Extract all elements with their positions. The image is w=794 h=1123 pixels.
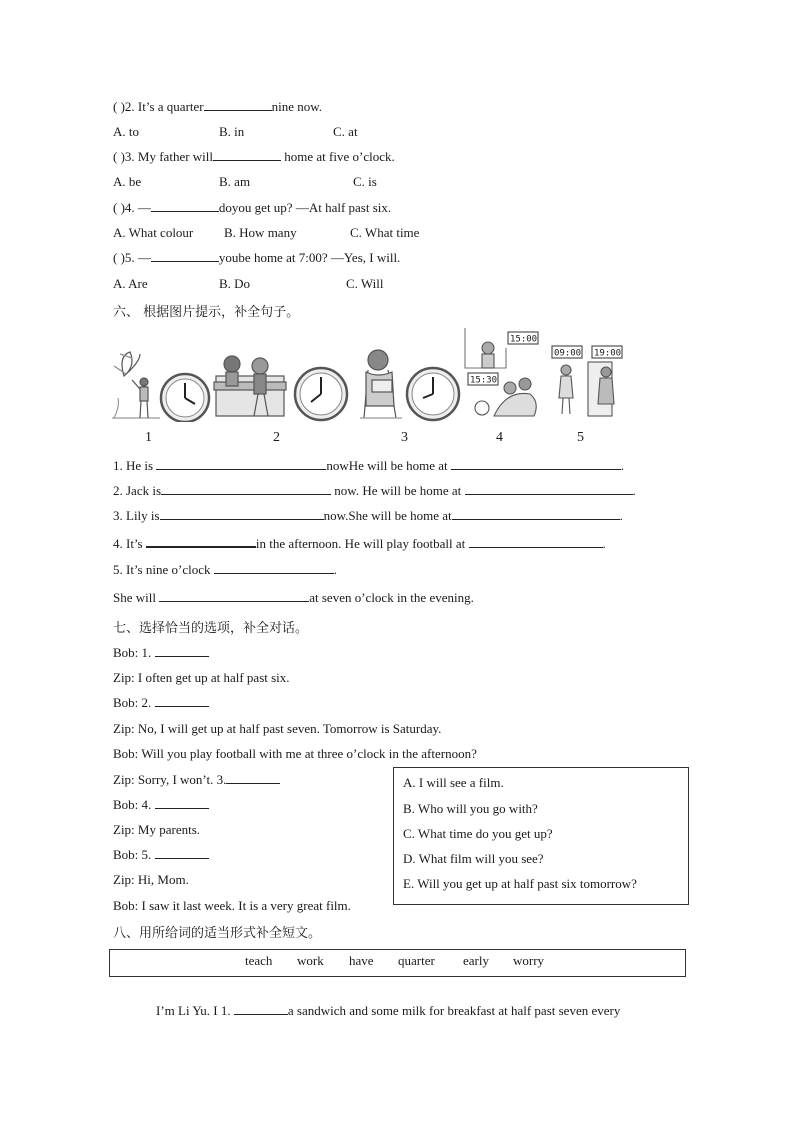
dialog-blank-2[interactable]: [155, 695, 209, 707]
word-worry: worry: [513, 953, 545, 968]
q4-option-a[interactable]: A. What colour: [113, 225, 194, 240]
sentence-2-end: .: [632, 483, 636, 498]
sentence-6-blank[interactable]: [159, 590, 309, 602]
clock-time-0900: 09:00: [554, 348, 582, 359]
sentence-3-mid: now.She will be home at: [323, 508, 452, 523]
sentence-3: [113, 508, 623, 524]
kids-at-desk-picture: [214, 356, 286, 416]
dialog-line-9: [113, 847, 209, 863]
picture-number-3: 3: [401, 430, 408, 445]
sentence-4-mid: in the afternoon. He will play football at: [255, 536, 466, 551]
options-box: [393, 767, 689, 905]
house-scene-picture: [465, 328, 538, 416]
sentence-2-blank-b[interactable]: [465, 483, 633, 495]
word-early: early: [463, 953, 489, 968]
passage-line-1: [156, 1003, 620, 1019]
dialog-line-4: Zip: No, I will get up at half past seven. Tomorrow is Saturday.: [113, 721, 442, 736]
door-scene-picture: [552, 346, 622, 416]
sentence-2-start: 2. Jack is: [113, 483, 162, 498]
q2-text-pre: It’s a quarter: [137, 99, 204, 114]
section-8-title: 八、用所给词的适当形式补全短文。: [113, 926, 322, 941]
q2-option-a[interactable]: A. to: [113, 124, 139, 139]
sentence-6-start: She will: [113, 590, 156, 605]
sentence-5-blank[interactable]: [214, 562, 334, 574]
dialog-line-2: Zip: I often get up at half past six.: [113, 670, 290, 685]
q2-option-b[interactable]: B. in: [219, 124, 245, 139]
sentence-1: [113, 458, 624, 474]
clock-2-picture: [295, 368, 347, 420]
option-a[interactable]: A. I will see a film.: [403, 775, 504, 790]
dialog-text-7: Bob: 4.: [113, 797, 152, 812]
sentence-5-end: .: [333, 562, 337, 577]
sentence-1-blank-b[interactable]: [451, 458, 621, 470]
q3-text-post: home at five o’clock.: [281, 149, 395, 164]
sentence-4-blank-a[interactable]: [146, 535, 256, 548]
q2-option-c[interactable]: C. at: [333, 124, 358, 139]
option-d[interactable]: D. What film will you see?: [403, 851, 544, 866]
word-have: have: [349, 953, 374, 968]
q3-paren[interactable]: ( )3.: [113, 149, 135, 164]
q3-blank[interactable]: [213, 149, 281, 161]
q5-option-c[interactable]: C. Will: [346, 276, 384, 291]
dialog-line-7: [113, 797, 209, 813]
clock-time-1900: 19:00: [594, 348, 622, 359]
picture-number-5: 5: [577, 430, 584, 445]
sentence-2-mid: now. He will be home at: [334, 483, 462, 498]
q4-text-post: doyou get up? —At half past six.: [218, 200, 392, 215]
picture-number-4: 4: [496, 430, 503, 445]
q5-line: [113, 250, 400, 266]
q2-paren[interactable]: ( )2.: [113, 99, 135, 114]
picture-number-2: 2: [273, 430, 280, 445]
dialog-line-1: [113, 645, 209, 661]
q4-paren[interactable]: ( )4.: [113, 200, 135, 215]
q3-text-pre: My father will: [137, 149, 214, 164]
q4-blank[interactable]: [151, 200, 219, 212]
dialog-line-3: [113, 695, 209, 711]
word-bank-box: [109, 949, 686, 977]
q2-text-post: nine now.: [271, 99, 323, 114]
boy-waving-picture: [112, 352, 160, 418]
option-c[interactable]: C. What time do you get up?: [403, 826, 553, 841]
q3-option-a[interactable]: A. be: [113, 174, 142, 189]
sentence-3-end: .: [619, 508, 623, 523]
dialog-line-6: [113, 772, 280, 788]
sentence-1-blank-a[interactable]: [156, 458, 326, 470]
dialog-text-3: Bob: 2.: [113, 695, 152, 710]
q5-text-pre: —: [137, 250, 151, 265]
q3-line: [113, 149, 395, 165]
sentence-3-blank-a[interactable]: [160, 508, 324, 520]
section-7-title: 七、选择恰当的选项，补全对话。: [113, 621, 309, 636]
sentence-3-start: 3. Lily is: [113, 508, 160, 523]
clock-time-1500: 15:00: [510, 334, 538, 345]
dialog-text-1: Bob: 1.: [113, 645, 152, 660]
dialog-line-11: Bob: I saw it last week. It is a very great film.: [113, 898, 351, 913]
q4-line: [113, 200, 391, 216]
q5-blank[interactable]: [151, 250, 219, 262]
q3-option-b[interactable]: B. am: [219, 174, 251, 189]
q2-line: [113, 99, 322, 115]
dialog-blank-4[interactable]: [155, 797, 209, 809]
clock-time-1530: 15:30: [470, 375, 498, 386]
sentence-1-mid: nowHe will be home at: [326, 458, 448, 473]
picture-strip: [110, 326, 630, 422]
sentence-6-end: at seven o’clock in the evening.: [309, 590, 474, 605]
q5-option-a[interactable]: A. Are: [113, 276, 148, 291]
q5-text-post: yoube home at 7:00? —Yes, I will.: [218, 250, 401, 265]
dialog-blank-1[interactable]: [155, 645, 209, 657]
sentence-1-end: .: [620, 458, 625, 473]
dialog-text-6: Zip: Sorry, I won’t. 3.: [113, 772, 227, 787]
q4-option-b[interactable]: B. How many: [224, 225, 297, 240]
option-b[interactable]: B. Who will you go with?: [403, 801, 538, 816]
sentence-4-blank-b[interactable]: [469, 536, 603, 548]
sentence-2-blank-a[interactable]: [161, 483, 331, 495]
q5-option-b[interactable]: B. Do: [219, 276, 251, 291]
sentence-5-start: 5. It’s nine o’clock: [113, 562, 211, 577]
q4-text-pre: —: [137, 200, 151, 215]
q3-option-c[interactable]: C. is: [353, 174, 377, 189]
passage-blank-1[interactable]: [234, 1003, 288, 1015]
passage-text: a sandwich and some milk for breakfast at half past seven every: [287, 1003, 621, 1018]
sentence-3-blank-b[interactable]: [452, 508, 620, 520]
dialog-blank-5[interactable]: [155, 847, 209, 859]
word-work: work: [297, 953, 324, 968]
dialog-line-5: Bob: Will you play football with me at three o’clock in the afternoon?: [113, 746, 477, 761]
q4-option-c[interactable]: C. What time: [350, 225, 420, 240]
q5-paren[interactable]: ( )5.: [113, 250, 135, 265]
word-teach: teach: [245, 953, 273, 968]
sentence-4-start: 4. It’s: [113, 536, 143, 551]
girl-reading-picture: [360, 350, 402, 418]
sentence-2: [113, 483, 636, 499]
dialog-line-8: Zip: My parents.: [113, 822, 201, 837]
passage-start: I’m Li Yu. I 1.: [156, 1003, 231, 1018]
word-quarter: quarter: [398, 953, 435, 968]
dialog-blank-3[interactable]: [226, 772, 280, 784]
sentence-4-end: .: [602, 536, 606, 551]
clock-1-picture: [161, 374, 209, 422]
clock-3-picture: [407, 368, 459, 420]
sentence-5: [113, 562, 337, 578]
dialog-line-10: Zip: Hi, Mom.: [113, 872, 189, 887]
dialog-text-9: Bob: 5.: [113, 847, 152, 862]
section-6-title: 六、 根据图片提示，补全句子。: [113, 305, 300, 320]
sentence-6: [113, 590, 474, 606]
sentence-1-start: 1. He is: [113, 458, 154, 473]
sentence-4: [113, 535, 606, 552]
picture-number-1: 1: [145, 430, 152, 445]
q2-blank[interactable]: [204, 99, 272, 111]
option-e[interactable]: E. Will you get up at half past six tomorrow?: [403, 876, 637, 891]
